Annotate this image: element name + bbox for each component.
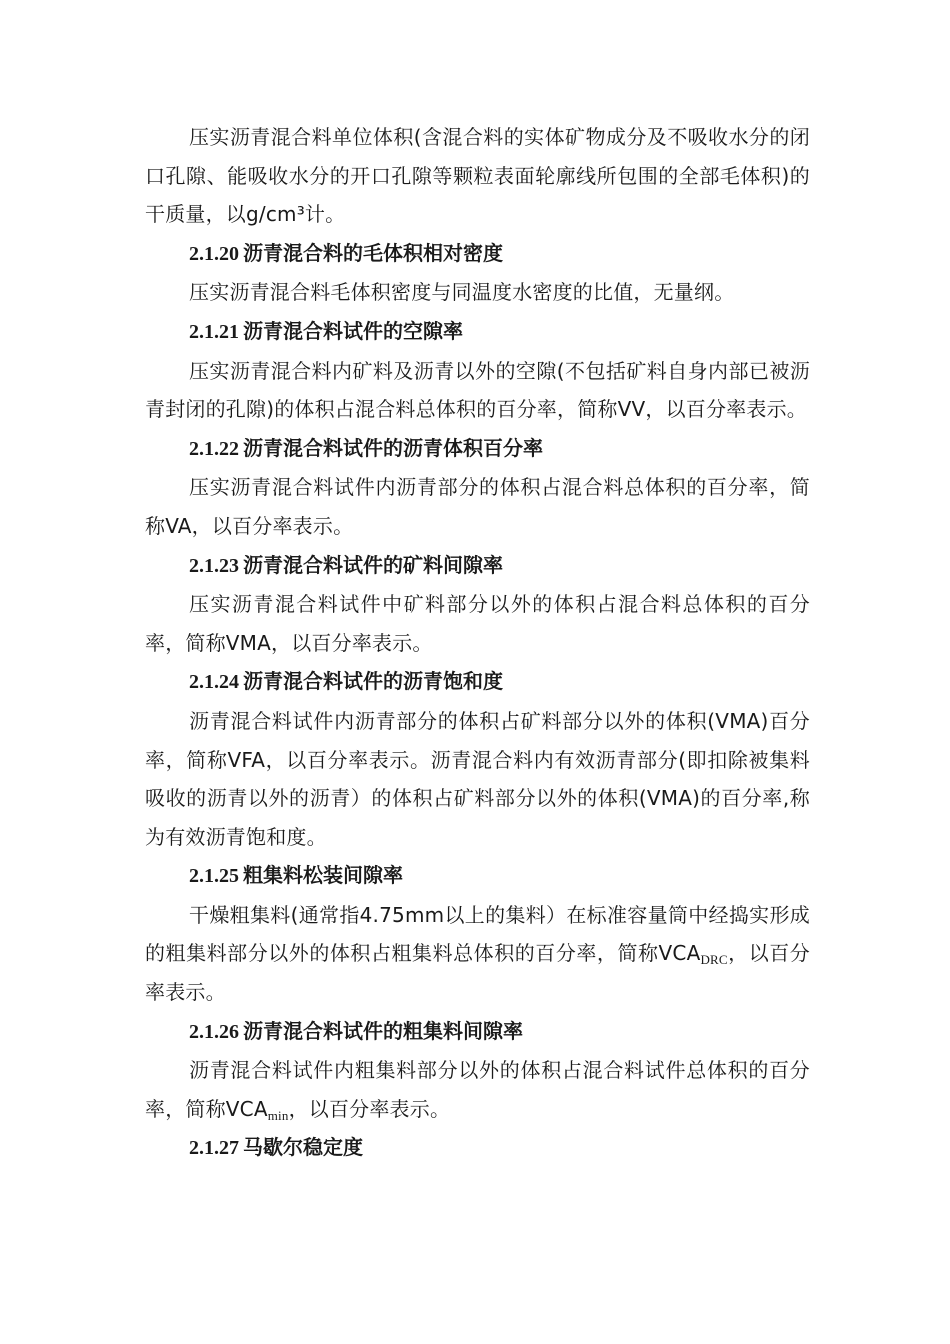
section-title: 沥青混合料试件的粗集料间隙率 (243, 1018, 523, 1043)
paragraph-asphalt-volume: 压实沥青混合料试件内沥青部分的体积占混合料总体积的百分率，简称VA，以百分率表示。 (145, 475, 810, 538)
section-number: 2.1.25 (189, 865, 239, 888)
paragraph-air-voids: 压实沥青混合料内矿料及沥青以外的空隙(不包括矿料自身内部已被沥青封闭的孔隙)的体积占混合料总体积的百分率，简称VV，以百分率表示。 (145, 358, 810, 422)
paragraph-relative-density: 压实沥青混合料毛体积密度与同温度水密度的比值，无量纲。 (189, 280, 735, 305)
section-title: 沥青混合料试件的沥青饱和度 (243, 669, 503, 694)
section-heading-2-1-25 (145, 856, 810, 896)
subscript: min (267, 1107, 289, 1123)
section-number: 2.1.22 (189, 437, 239, 460)
section-heading-2-1-20 (145, 234, 810, 274)
subscript: DRC (700, 952, 728, 968)
paragraph-vca-drc (145, 896, 810, 1012)
section-number: 2.1.27 (189, 1137, 239, 1160)
paragraph-text: 干燥粗集料(通常指4.75mm以上的集料）在标准容量筒中经捣实形成的粗集料部分以外的体积占粗集料总体积的百分率，简称VCA (145, 902, 810, 966)
section-title: 粗集料松装间隙率 (243, 863, 403, 888)
section-title: 沥青混合料的毛体积相对密度 (243, 240, 503, 265)
section-title: 沥青混合料试件的沥青体积百分率 (243, 435, 543, 460)
section-title: 马歇尔稳定度 (243, 1135, 363, 1160)
paragraph-text-tail: ，以百分率表示。 (288, 1096, 451, 1121)
section-number: 2.1.20 (189, 242, 239, 265)
section-heading-2-1-22 (145, 429, 810, 469)
section-heading-2-1-24 (145, 662, 810, 702)
paragraph-vma: 压实沥青混合料试件中矿料部分以外的体积占混合料总体积的百分率，简称VMA，以百分率表示。 (145, 592, 810, 655)
paragraph-text: 沥青混合料试件内粗集料部分以外的体积占混合料试件总体积的百分率，简称VCA (145, 1058, 810, 1121)
section-number: 2.1.21 (189, 320, 239, 343)
section-number: 2.1.24 (189, 671, 239, 694)
section-title: 沥青混合料试件的空隙率 (243, 318, 463, 343)
paragraph-vca-min (145, 1051, 810, 1128)
paragraph-bulk-density: 压实沥青混合料单位体积(含混合料的实体矿物成分及不吸收水分的闭口孔隙、能吸收水分的开口孔隙等颗粒表面轮廓线所包围的全部毛体积)的干质量，以g/cm³计。 (145, 125, 810, 227)
paragraph-text-tail: ，以百分率表示。 (145, 941, 810, 1005)
section-heading-2-1-27 (145, 1128, 810, 1168)
paragraph-vfa: 沥青混合料试件内沥青部分的体积占矿料部分以外的体积(VMA)百分率，简称VFA，以百分率表示。沥青混合料内有效沥青部分(即扣除被集料吸收的沥青以外的沥青）的体积占矿料部分以外的体积(VMA)的百分率,称为有效沥青饱和度。 (145, 708, 810, 849)
document-body (145, 118, 810, 1168)
section-heading-2-1-23 (145, 546, 810, 586)
section-number: 2.1.23 (189, 554, 239, 577)
section-number: 2.1.26 (189, 1020, 239, 1043)
section-heading-2-1-26 (145, 1012, 810, 1052)
section-heading-2-1-21 (145, 312, 810, 352)
section-title: 沥青混合料试件的矿料间隙率 (243, 552, 503, 577)
